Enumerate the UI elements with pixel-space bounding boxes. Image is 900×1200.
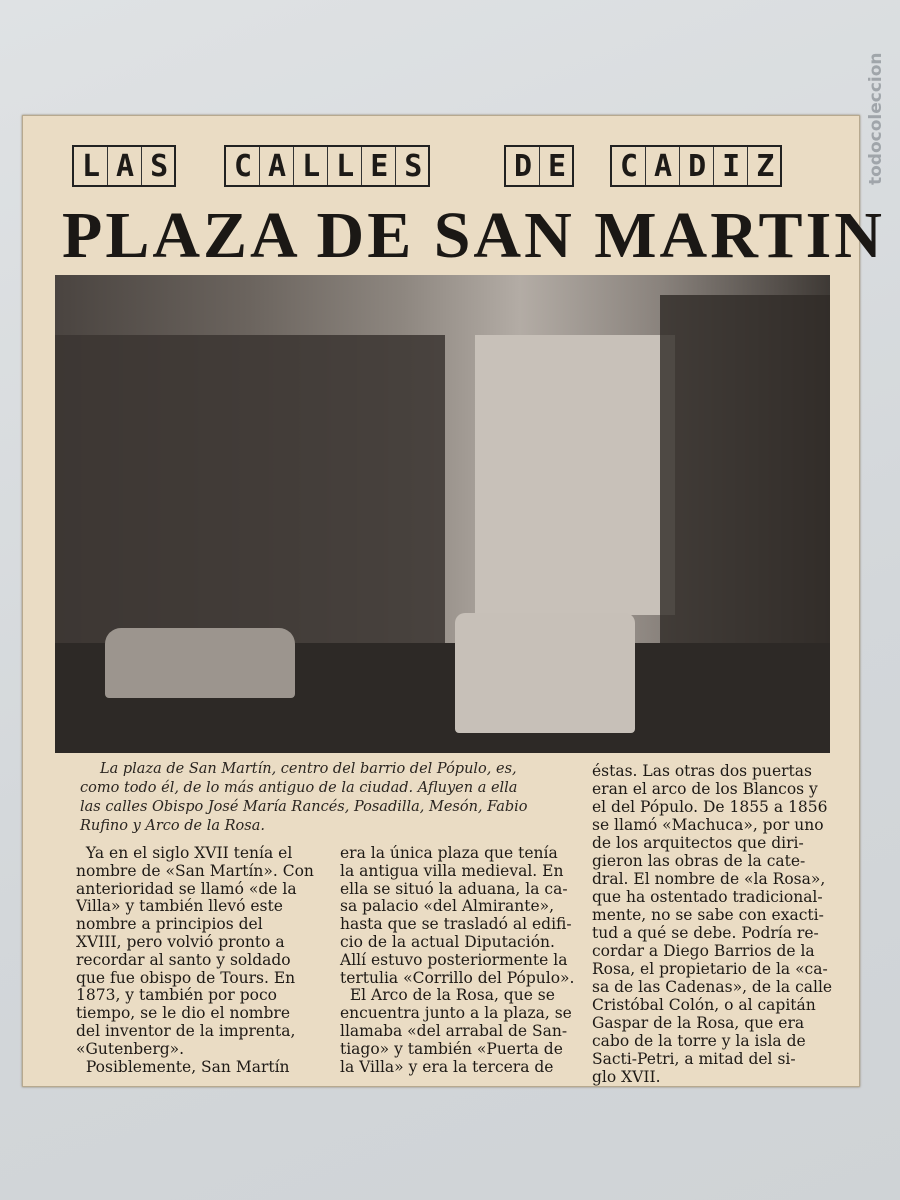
- building-center: [475, 335, 675, 615]
- text-line: era la única plaza que tenía: [340, 844, 558, 862]
- text-line: tertulia «Corrillo del Pópulo».: [340, 968, 575, 987]
- text-line: que fue obispo de Tours. En: [76, 968, 296, 987]
- article-column-3: [592, 762, 837, 1086]
- text-line: Posiblemente, San Martín: [76, 1057, 290, 1076]
- parked-car: [105, 628, 295, 698]
- text-line: Gaspar de la Rosa, que era: [592, 1014, 805, 1032]
- text-line: glo XVII.: [592, 1068, 661, 1086]
- text-line: gieron las obras de la cate-: [592, 852, 806, 870]
- caption-line: La plaza de San Martín, centro del barrio del Pópulo, es,: [100, 761, 517, 777]
- text-line: sa palacio «del Almirante»,: [340, 897, 555, 916]
- street-photo: [55, 275, 830, 753]
- text-line: cabo de la torre y la isla de: [592, 1032, 806, 1050]
- kicker-word-cadiz: CADIZ: [610, 145, 782, 187]
- text-line: eran el arco de los Blancos y: [592, 780, 818, 798]
- text-line: se llamó «Machuca», por uno: [592, 816, 824, 834]
- text-line: Ya en el siglo XVII tenía el: [76, 844, 293, 862]
- text-line: anterioridad se llamó «de la: [76, 879, 297, 898]
- article-title: PLAZA DE SAN MARTIN: [62, 199, 885, 272]
- text-line: dral. El nombre de «la Rosa»,: [592, 870, 826, 888]
- text-line: Villa» y también llevó este: [76, 897, 283, 916]
- text-line: cio de la actual Diputación.: [340, 932, 555, 951]
- text-line: del inventor de la imprenta,: [76, 1021, 296, 1040]
- text-line: Cristóbal Colón, o al capitán: [592, 996, 816, 1014]
- text-line: éstas. Las otras dos puertas: [592, 762, 812, 780]
- text-line: Sacti-Petri, a mitad del si-: [592, 1050, 796, 1068]
- text-line: Allí estuvo posteriormente la: [340, 950, 568, 969]
- article-column-2: [340, 845, 585, 1076]
- text-line: tiago» y también «Puerta de: [340, 1039, 563, 1058]
- text-line: 1873, y también por poco: [76, 986, 277, 1005]
- section-kicker: [72, 145, 812, 191]
- kicker-word-de: DE: [504, 145, 574, 187]
- caption-line: las calles Obispo José María Rancés, Posadilla, Mesón, Fabio: [80, 799, 528, 815]
- text-line: sa de las Cadenas», de la calle: [592, 978, 833, 996]
- article-column-1: [76, 845, 321, 1076]
- caption-line: Rufino y Arco de la Rosa.: [80, 818, 265, 834]
- text-line: mente, no se sabe con exacti-: [592, 906, 824, 924]
- text-line: encuentra junto a la plaza, se: [340, 1004, 572, 1023]
- caption-line: como todo él, de lo más antiguo de la ciudad. Afluyen a ella: [80, 780, 518, 796]
- text-line: recordar al santo y soldado: [76, 950, 291, 969]
- text-line: la antigua villa medieval. En: [340, 861, 564, 880]
- text-line: que ha ostentado tradicional-: [592, 888, 823, 906]
- text-line: Rosa, el propietario de la «ca-: [592, 960, 828, 978]
- text-line: la Villa» y era la tercera de: [340, 1057, 554, 1076]
- text-line: el del Pópulo. De 1855 a 1856: [592, 798, 828, 816]
- photo-caption: [80, 760, 585, 836]
- text-line: hasta que se trasladó al edifi-: [340, 915, 572, 934]
- text-line: nombre de «San Martín». Con: [76, 861, 314, 880]
- text-line: tud a qué se debe. Podría re-: [592, 924, 819, 942]
- text-line: XVIII, pero volvió pronto a: [76, 932, 285, 951]
- text-line: cordar a Diego Barrios de la: [592, 942, 815, 960]
- car-foreground: [455, 613, 635, 733]
- text-line: El Arco de la Rosa, que se: [340, 986, 555, 1005]
- text-line: llamaba «del arrabal de San-: [340, 1021, 568, 1040]
- watermark: todocoleccion: [866, 52, 886, 185]
- text-line: «Gutenberg».: [76, 1039, 185, 1058]
- text-line: tiempo, se le dio el nombre: [76, 1004, 290, 1023]
- text-line: nombre a principios del: [76, 915, 263, 934]
- text-line: de los arquitectos que diri-: [592, 834, 804, 852]
- kicker-word-las: LAS: [72, 145, 176, 187]
- text-line: ella se situó la aduana, la ca-: [340, 879, 568, 898]
- kicker-word-calles: CALLES: [224, 145, 430, 187]
